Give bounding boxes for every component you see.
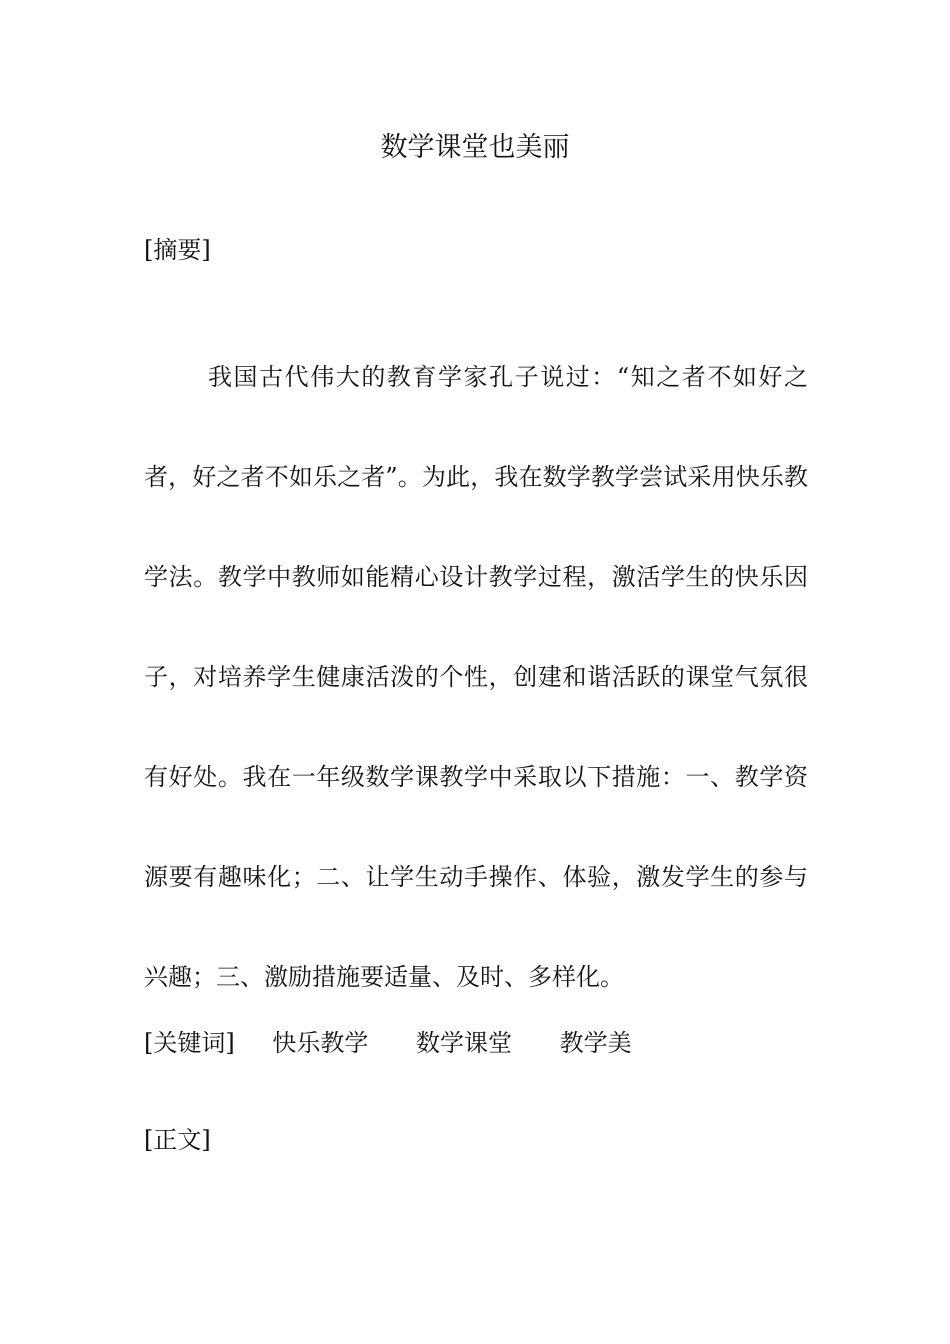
body-label: [正文] [144, 1126, 211, 1154]
document-title: 数学课堂也美丽 [380, 132, 570, 163]
abstract-paragraph: 我国古代伟大的教育学家孔子说过：“知之者不如好之者，好之者不如乐之者”。为此，我在数学教学尝试采用快乐教学法。教学中教师如能精心设计教学过程，激活学生的快乐因子，对培养学生健康活泼的个性，创建和谐活跃的课堂气氛很有好处。我在一年级数学课教学中采取以下措施：一、教学资源要有趣味化；二、让学生动手操作、体验，激发学生的参与兴趣；三、激励措施要适量、及时、多样化。 [144, 363, 808, 991]
keyword-item: 快乐教学 [272, 1029, 369, 1057]
keywords-row [144, 1023, 632, 1063]
keyword-item: 教学美 [559, 1029, 632, 1057]
abstract-label: [摘要] [144, 236, 211, 264]
keywords-label: [关键词] [144, 1029, 235, 1057]
keyword-item: 数学课堂 [416, 1029, 513, 1057]
